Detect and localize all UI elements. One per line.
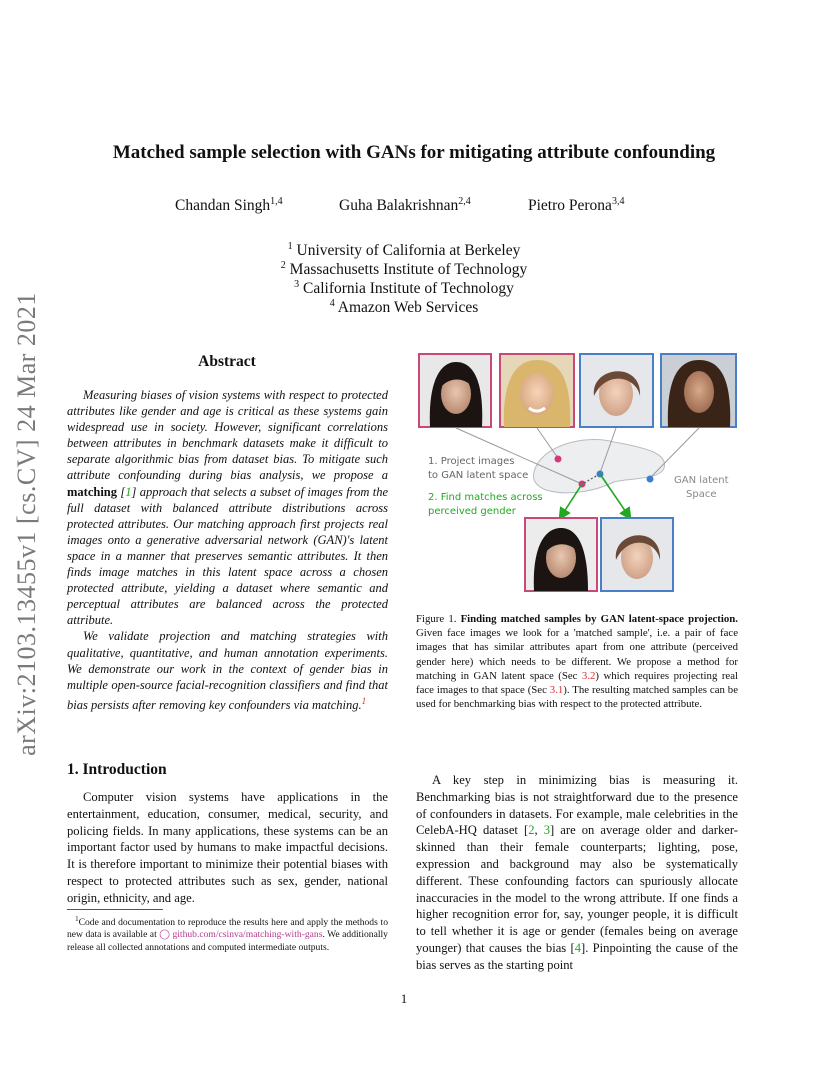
label-space-line2: Space bbox=[686, 489, 717, 500]
github-icon: ◯ bbox=[159, 929, 170, 941]
section-link-3-2[interactable]: 3.2 bbox=[581, 669, 596, 682]
citation-link-4[interactable]: 4 bbox=[574, 940, 582, 955]
author-1: Chandan Singh$^{1,4}$ bbox=[175, 196, 283, 215]
matched-face-male bbox=[601, 518, 673, 591]
paper-title: Matched sample selection with GANs for mitigating attribute confounding bbox=[112, 142, 716, 163]
introduction-paragraph: Computer vision systems have applications in the entertainment, education, consumer, medical, security, and policing fields. In many applications, these systems can be an important factor used by humans to make impactful decisions. It is therefore important to minimize their potential biases with respect to protected attributes such as sex, gender, national origin, ethnicity, and age. bbox=[67, 790, 388, 905]
footnote-marker[interactable]: 1 bbox=[361, 695, 367, 706]
face-image-male-1 bbox=[580, 354, 653, 427]
footnote-divider bbox=[67, 909, 163, 910]
face-image-female-2 bbox=[500, 354, 574, 427]
affiliation-4: $^4$ Amazon Web Services bbox=[329, 298, 479, 317]
right-column-paragraph: A key step in minimizing bias is measuring it. Benchmarking bias is not straightforward due to the presence of confounders in datasets. For example, male celebrities in the CelebA-HQ dataset [2, 3] are on average older and darker-skinned than their female counterparts; lighting, pose, expression and background may also be systematically different. These confounding factors can spuriously allocate inaccuracies in the model to the wrong attribute. If one finds a higher recognition error for, say, younger people, it is difficult to tell whether it is age or gender (females being on average younger) that causes the bias [4]. Pinpointing the cause of the bias serves as the starting point bbox=[416, 773, 738, 972]
affiliation-2: $^2$ Massachusetts Institute of Technology bbox=[280, 260, 528, 279]
label-space-line1: GAN latent bbox=[674, 475, 729, 486]
citation-link-3[interactable]: 3 bbox=[543, 823, 551, 838]
arxiv-stamp: arXiv:2103.13455v1 [cs.CV] 24 Mar 2021 bbox=[12, 292, 41, 756]
figure-1 bbox=[416, 352, 740, 597]
affiliation-3: $^3$ California Institute of Technology bbox=[294, 279, 514, 298]
author-3: Pietro Perona$^{3,4}$ bbox=[528, 196, 625, 215]
latent-point-male-2 bbox=[647, 476, 654, 483]
latent-point-female-2 bbox=[555, 456, 562, 463]
affiliation-1: $^1$ University of California at Berkeley bbox=[287, 241, 521, 260]
section-heading-introduction: 1. Introduction bbox=[67, 761, 167, 778]
citation-link[interactable]: 1 bbox=[125, 484, 132, 499]
latent-space-region bbox=[534, 440, 665, 493]
label-project-line1: 1. Project images bbox=[428, 456, 515, 467]
footnote: $^1$Code and documentation to reproduce the results here and apply the methods to new data is available at ◯ github.com/csinva/matching-with-gans. We additionally release all collected annotations and computed intermediate outputs. bbox=[67, 915, 388, 953]
github-link[interactable]: github.com/csinva/matching-with-gans bbox=[172, 929, 323, 941]
face-image-male-2 bbox=[661, 354, 736, 427]
abstract-body: Measuring biases of vision systems with respect to protected attributes like gender and age is critical as these systems gain widespread use in society. However, significant correlations between attributes in benchmark datasets make it difficult to separate algorithmic bias from dataset bias. To mitigate such attribute confounding during bias analysis, we propose a matching [1] approach that selects a subset of images from the full dataset with balanced attribute distributions across protected attributes. Our matching approach first projects real images onto a generative adversarial network (GAN)'s latent space in a manner that preserves semantic attributes. It then finds image matches in this latent space across a chosen protected attribute, yielding a dataset where semantic and perceptual attributes are balanced across the protected attribute. We validate projection and matching strategies with qualitative, quantitative, and human annotation experiments. We demonstrate our work in the context of gender bias in multiple open-source facial-recognition classifiers and find that bias persists after removing key confounders via matching.$^1$ bbox=[67, 388, 388, 712]
label-match-line2: perceived gender bbox=[428, 506, 516, 517]
label-match-line1: 2. Find matches across bbox=[428, 492, 543, 503]
label-project-line2: to GAN latent space bbox=[428, 470, 529, 481]
abstract-heading: Abstract bbox=[198, 353, 256, 370]
section-link-3-1[interactable]: 3.1 bbox=[549, 684, 564, 697]
citation-link-2[interactable]: 2 bbox=[528, 823, 535, 838]
page-number: 1 bbox=[400, 991, 408, 1006]
author-2: Guha Balakrishnan$^{2,4}$ bbox=[339, 196, 471, 215]
figure-caption: Figure 1. Finding matched samples by GAN latent-space projection. Given face images we look for a 'matched sample', i.e. a pair of face images that has similar attributes apart from one attribute (perceived gender here) which needs to be different. We propose a method for matching in GAN latent space (Sec 3.2) which requires projecting real face images to that space (Sec 3.1). The resulting matched samples can be used for benchmarking bias with respect to the protected attribute. bbox=[416, 613, 738, 711]
face-image-female-1 bbox=[419, 354, 491, 427]
matched-face-female bbox=[525, 518, 597, 591]
